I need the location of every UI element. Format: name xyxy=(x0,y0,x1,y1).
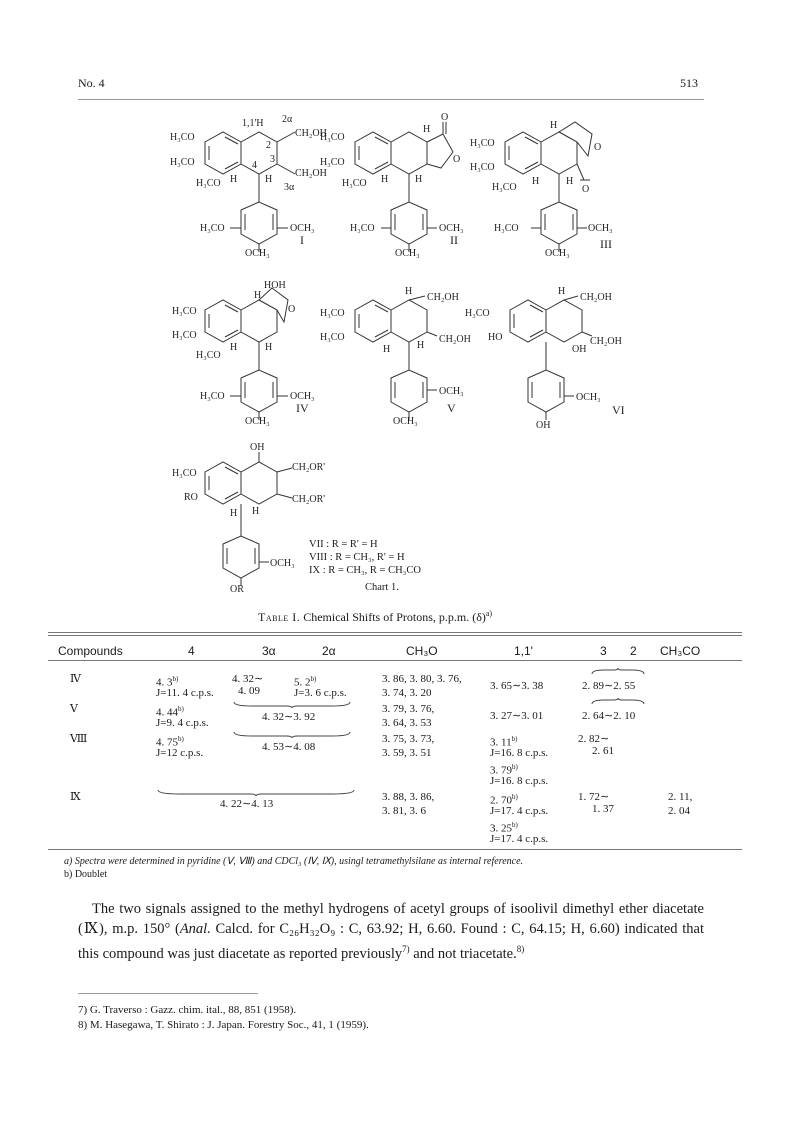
row-iv-h4: 4. 3$^{b)}$ xyxy=(156,675,179,689)
row-ix-brace-43a2a xyxy=(156,788,356,796)
structure-I-pos-3a: 3α xyxy=(284,182,295,193)
structure-III-label: III xyxy=(600,237,612,251)
structure-VI-och3-ar: OCH₃ xyxy=(576,392,601,403)
structure-V-ch2oh-3: CH₂OH xyxy=(439,334,471,345)
structure-VI-ho-mid: HO xyxy=(488,332,503,343)
structure-II-label: II xyxy=(450,233,458,247)
row-v-compound: Ⅴ xyxy=(70,703,78,715)
structure-I-h3co-ar: H₃CO xyxy=(200,223,225,234)
legend-line-ix: IX : R = CH₃, R = CH₃CO xyxy=(309,565,421,576)
structure-VII-ch2or-2: CH₂OR' xyxy=(292,462,326,473)
col-header-ch3co: CH₃CO xyxy=(660,644,701,658)
structure-VI-h3co-top: H₃CO xyxy=(465,308,490,319)
paragraph-ref-7: 7) xyxy=(402,944,410,954)
table-bottom-rule xyxy=(48,849,742,850)
structure-VI xyxy=(465,286,625,431)
structure-III-h3co-top: H₃CO xyxy=(470,138,495,149)
row-viii-ch3o-1: 3. 75, 3. 73, xyxy=(382,733,435,745)
structure-VI-label: VI xyxy=(612,403,625,417)
row-viii-h32-b: 2. 61 xyxy=(592,745,614,757)
structure-II-och3-bot: OCH₃ xyxy=(395,248,420,259)
row-iv-h3a-b: 4. 09 xyxy=(238,685,260,697)
structure-VI-oh-3: OH xyxy=(572,344,587,355)
legend-line-viii: VIII : R = CH₃, R' = H xyxy=(309,552,405,563)
structure-III-cyclohexane-ring xyxy=(541,132,577,174)
structure-III-h-4: H xyxy=(532,176,540,187)
structure-VII-h3co-top: H₃CO xyxy=(172,468,197,479)
page-number: 513 xyxy=(680,76,698,90)
col-header-2a: 2α xyxy=(322,644,336,658)
structure-VII-h-4: H xyxy=(230,508,238,519)
row-iv-h3a: 4. 32∼ xyxy=(232,673,264,685)
structure-I-pos-2a: 2α xyxy=(282,114,293,125)
row-viii-h3a2a: 4. 53∼4. 08 xyxy=(262,741,316,753)
row-iv-ch3o-2: 3. 74, 3. 20 xyxy=(382,687,432,699)
table-caption-label: Table I. xyxy=(258,610,301,624)
structure-V-aromatic-ring-a xyxy=(355,300,391,342)
structure-II-h-3: H xyxy=(415,174,423,185)
structure-II-aromatic-ring-b xyxy=(391,202,427,244)
paragraph-text-2: Calcd. for C₂₆H₃₂O₉ : C, 63.92; H, 6.60. Found : C, 64.15; H, 6.60) indicated that this compound was just diacetate as reported previously xyxy=(78,921,704,962)
row-ix-h11-a: 2. 70$^{b)}$ xyxy=(490,793,518,807)
structure-II-h-4: H xyxy=(381,174,389,185)
structure-V xyxy=(320,286,471,427)
references-rule xyxy=(78,993,258,994)
col-header-11: 1,1' xyxy=(514,644,533,658)
row-ix-ch3co-b: 2. 04 xyxy=(668,805,690,817)
table-caption-text: Chemical Shifts of Protons, p.p.m. (δ) xyxy=(303,610,486,624)
structure-III-och3-ar: OCH₃ xyxy=(588,223,613,234)
structure-III-h3co-low: H₃CO xyxy=(492,182,517,193)
structure-VII-ro-mid: RO xyxy=(184,492,198,503)
col-header-ch3o: CH₃O xyxy=(406,644,438,658)
structure-IV-h-4: H xyxy=(230,342,238,353)
row-iv-ch3o-1: 3. 86, 3. 80, 3. 76, xyxy=(382,673,462,685)
structure-III-h-3: H xyxy=(566,176,574,187)
structure-VI-h-top: H xyxy=(558,286,566,297)
structure-IV-h-3: H xyxy=(265,342,273,353)
structure-VI-cyclohexane-ring xyxy=(546,300,582,342)
structure-V-h3co-top: H₃CO xyxy=(320,308,345,319)
row-ix-ch3co-a: 2. 11, xyxy=(668,791,693,803)
row-iv-compound: Ⅳ xyxy=(70,673,81,685)
structure-V-och3-bot: OCH₃ xyxy=(393,416,418,427)
reference-7: 7) G. Traverso : Gazz. chim. ital., 88, 851 (1958). xyxy=(78,1004,297,1016)
structure-VII-aromatic-ring-b xyxy=(223,536,259,578)
structure-V-aromatic-ring-b xyxy=(391,370,427,412)
structure-I xyxy=(170,114,327,259)
row-v-j4: J=9. 4 c.p.s. xyxy=(156,717,209,729)
structure-VI-aromatic-ring-b xyxy=(528,370,564,412)
structure-I-pos-11h: 1,1'H xyxy=(242,118,264,129)
row-iv-h11: 3. 65∼3. 38 xyxy=(490,680,544,692)
table-caption xyxy=(258,609,492,625)
structure-I-ch2oh-2: CH₂OH xyxy=(295,128,327,139)
structure-I-cyclohexane-ring xyxy=(241,132,277,174)
row-viii-h11-b: 3. 79$^{b)}$ xyxy=(490,763,518,777)
structure-VII-aromatic-ring-a xyxy=(205,462,241,504)
structure-V-label: V xyxy=(447,401,456,415)
structure-III-aromatic-ring-b xyxy=(541,202,577,244)
structure-V-h-top: H xyxy=(405,286,413,297)
legend-line-vii: VII : R = R' = H xyxy=(309,539,378,550)
row-v-h11: 3. 27∼3. 01 xyxy=(490,710,544,722)
row-v-brace-3a2a xyxy=(232,700,352,708)
structure-I-aromatic-ring-a xyxy=(205,132,241,174)
structure-I-h-3: H xyxy=(265,174,273,185)
row-ix-compound: Ⅸ xyxy=(70,791,81,803)
row-ix-h32-a: 1. 72∼ xyxy=(578,791,610,803)
structure-I-ch2oh-3: CH₂OH xyxy=(295,168,327,179)
structure-I-h3co-mid: H₃CO xyxy=(170,157,195,168)
row-iv-h2a: 5. 2$^{b)}$ xyxy=(294,675,317,689)
structure-V-ch2oh-2: CH₂OH xyxy=(427,292,459,303)
structure-III-h3co-ar: H₃CO xyxy=(494,223,519,234)
structure-II-lactone-ring xyxy=(427,134,453,168)
table-header-rule xyxy=(48,660,742,661)
structure-III-och3-bot: OCH₃ xyxy=(545,248,570,259)
col-header-3a: 3α xyxy=(262,644,276,658)
row-iv-j4: J=11. 4 c.p.s. xyxy=(156,687,214,699)
structure-VII-och3-ar: OCH₃ xyxy=(270,558,295,569)
col-header-4: 4 xyxy=(188,644,195,658)
table-caption-note: a) xyxy=(485,609,493,618)
structure-I-label: I xyxy=(300,233,304,247)
structure-II-aromatic-ring-a xyxy=(355,132,391,174)
structure-IV-h3co-top: H₃CO xyxy=(172,306,197,317)
row-ix-h11-jb: J=17. 4 c.p.s. xyxy=(490,833,549,845)
structure-II-h3co-ar: H₃CO xyxy=(350,223,375,234)
structure-II-h3co-top: H₃CO xyxy=(320,132,345,143)
structure-VI-oh-bot: OH xyxy=(536,420,551,431)
structure-IV-h3co-mid: H₃CO xyxy=(172,330,197,341)
row-ix-ch3o-2: 3. 81, 3. 6 xyxy=(382,805,426,817)
table-top-rule-2 xyxy=(48,635,742,636)
structure-VII-oh-top: OH xyxy=(250,442,265,453)
row-iv-brace-32 xyxy=(590,668,646,676)
row-v-ch3o-1: 3. 79, 3. 76, xyxy=(382,703,435,715)
structure-IV-aromatic-ring-a xyxy=(205,300,241,342)
structure-II-o-carbonyl: O xyxy=(441,112,449,123)
structure-IV xyxy=(172,280,315,427)
row-ix-h11-ja: J=17. 4 c.p.s. xyxy=(490,805,549,817)
structure-IV-h-oh: HOH xyxy=(264,280,286,291)
structure-III xyxy=(470,120,613,259)
structure-II-och3-ar: OCH₃ xyxy=(439,223,464,234)
structure-III-lactone-ring xyxy=(559,122,592,156)
structure-IV-furan-ring xyxy=(259,288,288,322)
structure-IV-h3co-low: H₃CO xyxy=(196,350,221,361)
structure-IV-cyclohexane-ring xyxy=(241,300,277,342)
paragraph-ref-8: 8) xyxy=(516,944,525,954)
structure-V-h-4: H xyxy=(383,344,391,355)
structure-I-och3-ar: OCH₃ xyxy=(290,223,315,234)
col-header-compounds: Compounds xyxy=(58,644,123,658)
structure-IV-aromatic-ring-b xyxy=(241,370,277,412)
structure-II-o-ring: O xyxy=(453,154,461,165)
structure-V-och3-ar: OCH₃ xyxy=(439,386,464,397)
row-iv-j2a: J=3. 6 c.p.s. xyxy=(294,687,347,699)
structure-III-o-carbonyl: O xyxy=(582,184,590,195)
structure-V-cyclohexane-ring xyxy=(391,300,427,342)
row-viii-ch3o-2: 3. 59, 3. 51 xyxy=(382,747,432,759)
row-viii-h32-a: 2. 82∼ xyxy=(578,733,610,745)
structure-III-h-top: H xyxy=(550,120,558,131)
structure-IV-och3-ar: OCH₃ xyxy=(290,391,315,402)
table-top-rule xyxy=(48,632,742,633)
structure-VII-h-3: H xyxy=(252,506,260,517)
structure-I-num-4: 4 xyxy=(252,160,257,171)
body-paragraph xyxy=(78,899,704,964)
structure-IV-h3co-ar: H₃CO xyxy=(200,391,225,402)
structure-II-h3co-mid: H₃CO xyxy=(320,157,345,168)
row-v-h4: 4. 44$^{b)}$ xyxy=(156,705,184,719)
structure-IV-o-ring: O xyxy=(288,304,296,315)
row-viii-j4: J=12 c.p.s. xyxy=(156,747,204,759)
row-iv-h32: 2. 89∼2. 55 xyxy=(582,680,636,692)
table-footnote-a: a) Spectra were determined in pyridine (Ⅴ, Ⅷ) and CDCl₃ (Ⅳ, Ⅸ), usingl tetramethylsilane as internal reference. xyxy=(64,856,524,867)
structure-I-num-3: 3 xyxy=(270,154,275,165)
row-ix-h32-b: 1. 37 xyxy=(592,803,614,815)
structure-V-h3co-mid: H₃CO xyxy=(320,332,345,343)
structure-VI-aromatic-ring-a xyxy=(510,300,546,342)
row-viii-h11-a: 3. 11$^{b)}$ xyxy=(490,735,518,749)
structure-I-aromatic-ring-b xyxy=(241,202,277,244)
col-header-2: 2 xyxy=(630,644,637,658)
structure-II-h-top: H xyxy=(423,124,431,135)
header-rule xyxy=(78,99,704,100)
structure-III-h3co-mid: H₃CO xyxy=(470,162,495,173)
structure-I-och3-bot: OCH₃ xyxy=(245,248,270,259)
structure-I-num-2: 2 xyxy=(266,140,271,151)
row-v-brace-32 xyxy=(590,698,646,706)
structure-VII-cyclohexane-ring xyxy=(241,462,277,504)
chart-legend xyxy=(309,538,421,577)
table-footnote-b: b) Doublet xyxy=(64,869,108,880)
structure-VII-ch2or-3: CH₂OR' xyxy=(292,494,326,505)
row-viii-compound: Ⅷ xyxy=(70,733,88,745)
structure-IV-h-top: H xyxy=(254,290,262,301)
row-v-ch3o-2: 3. 64, 3. 53 xyxy=(382,717,432,729)
row-ix-ch3o-1: 3. 88, 3. 86, xyxy=(382,791,435,803)
row-v-h32: 2. 64∼2. 10 xyxy=(582,710,636,722)
row-ix-h11-b: 3. 25$^{b)}$ xyxy=(490,821,518,835)
structure-II xyxy=(320,112,464,259)
structure-I-h-4: H xyxy=(230,174,238,185)
col-header-3: 3 xyxy=(600,644,607,658)
structure-III-aromatic-ring-a xyxy=(505,132,541,174)
structure-III-o-ring: O xyxy=(594,142,602,153)
journal-issue-number: No. 4 xyxy=(78,76,105,90)
structure-II-cyclohexane-ring xyxy=(391,132,427,174)
row-ix-h43a2a: 4. 22∼4. 13 xyxy=(220,798,274,810)
structure-IV-label: IV xyxy=(296,401,309,415)
structure-VI-ch2oh-3: CH₂OH xyxy=(590,336,622,347)
structure-II-h3co-low: H₃CO xyxy=(342,178,367,189)
structure-I-h3co-top: H₃CO xyxy=(170,132,195,143)
paragraph-text-1: The two signals assigned to the methyl hydrogens of acetyl groups of isoolivil dimethyl ether diacetate (Ⅸ), m.p. 150° ( xyxy=(78,901,704,937)
chart-label: Chart 1. xyxy=(365,582,399,593)
paragraph-anal: Anal. xyxy=(179,921,211,937)
row-v-h3a2a: 4. 32∼3. 92 xyxy=(262,711,316,723)
structure-VII xyxy=(172,442,325,595)
row-viii-h4: 4. 75$^{b)}$ xyxy=(156,735,184,749)
structure-V-h-3: H xyxy=(417,340,425,351)
structure-I-h3co-low: H₃CO xyxy=(196,178,221,189)
structure-IV-och3-bot: OCH₃ xyxy=(245,416,270,427)
row-viii-brace-3a2a xyxy=(232,730,352,738)
reference-8: 8) M. Hasegawa, T. Shirato : J. Japan. Forestry Soc., 41, 1 (1959). xyxy=(78,1019,369,1031)
row-viii-h11-jb: J=16. 8 c.p.s. xyxy=(490,775,549,787)
paragraph-text-3: and not triacetate. xyxy=(409,945,517,962)
structure-VII-or-bot: OR xyxy=(230,584,244,595)
structure-VI-ch2oh-2: CH₂OH xyxy=(580,292,612,303)
row-viii-h11-ja: J=16. 8 c.p.s. xyxy=(490,747,549,759)
